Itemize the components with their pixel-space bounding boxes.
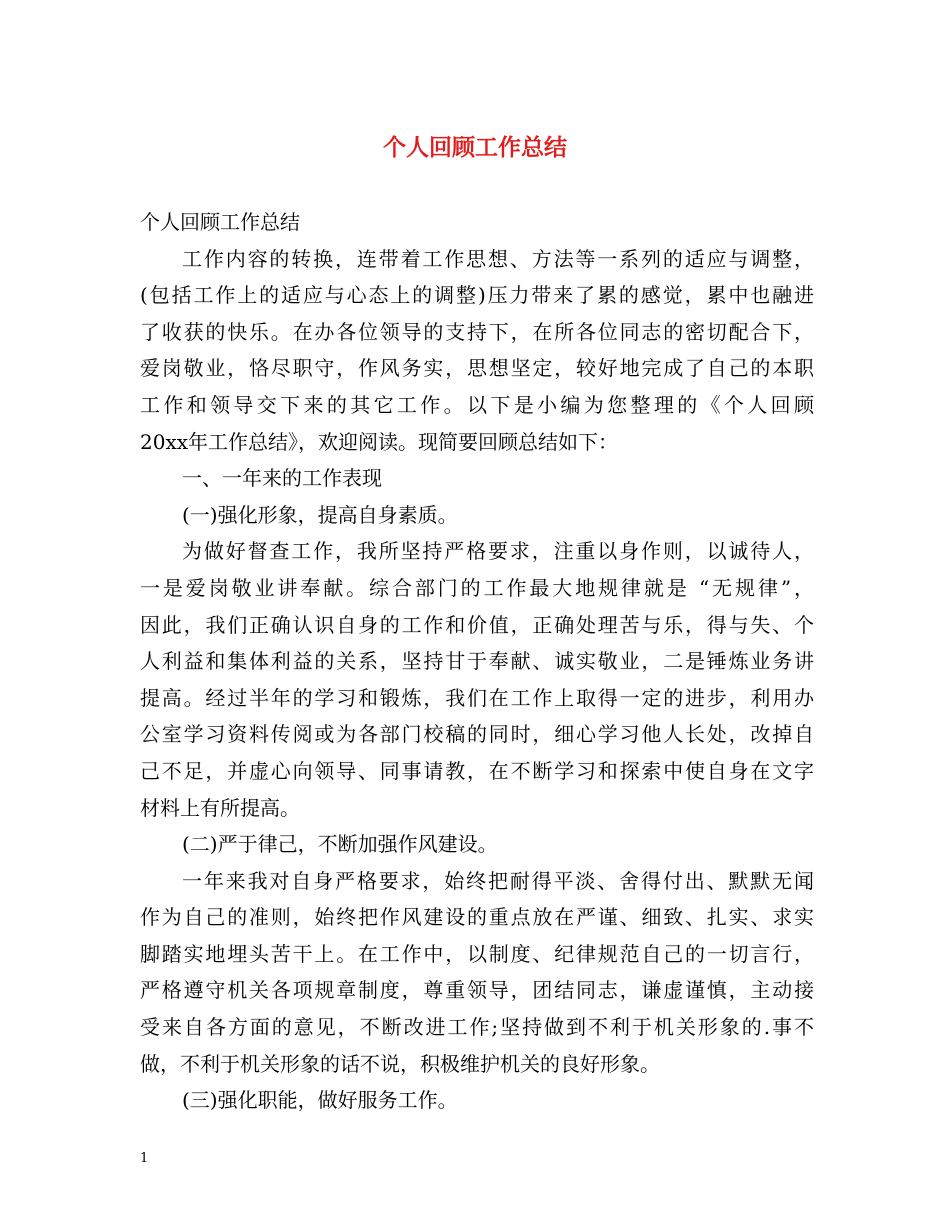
paragraph-line: 做，不利于机关形象的话不说，积极维护机关的良好形象。 <box>140 1051 660 1076</box>
document-title: 个人回顾工作总结 <box>383 134 567 161</box>
paragraph-line: 公室学习资料传阅或为各部门校稿的同时，细心学习他人长处，改掉自 <box>140 722 814 747</box>
paragraph-line: 为做好督查工作，我所坚持严格要求，注重以身作则，以诚待人， <box>182 539 814 564</box>
subsection-heading: (二)严于律己，不断加强作风建设。 <box>182 832 498 857</box>
subsection-heading: (一)强化形象，提高自身素质。 <box>182 502 458 527</box>
paragraph-line: 一是爱岗敬业讲奉献。综合部门的工作最大地规律就是 “无规律”， <box>140 575 814 600</box>
page-number: 1 <box>140 1151 149 1166</box>
paragraph-line: 人利益和集体利益的关系，坚持甘于奉献、诚实敬业，二是锤炼业务讲 <box>140 649 814 674</box>
paragraph-line: 受来自各方面的意见，不断改进工作;坚持做到不利于机关形象的.事不 <box>140 1015 814 1040</box>
paragraph-line: 严格遵守机关各项规章制度，尊重领导，团结同志，谦虚谨慎，主动接 <box>140 978 814 1003</box>
document-body <box>140 204 814 1119</box>
paragraph-line: 工作内容的转换，连带着工作思想、方法等一系列的适应与调整， <box>182 246 814 271</box>
paragraph-line: 因此，我们正确认识自身的工作和价值，正确处理苦与乐，得与失、个 <box>140 612 814 637</box>
paragraph-line: 提高。经过半年的学习和锻炼，我们在工作上取得一定的进步，利用办 <box>140 685 814 710</box>
subtitle-line: 个人回顾工作总结 <box>140 210 300 234</box>
paragraph-line: 材料上有所提高。 <box>140 795 300 820</box>
paragraph-line: 脚踏实地埋头苦干上。在工作中，以制度、纪律规范自己的一切言行， <box>140 941 814 966</box>
subsection-heading: (三)强化职能，做好服务工作。 <box>182 1088 458 1113</box>
section-heading: 一、一年来的工作表现 <box>182 466 382 491</box>
paragraph-line: 20xx年工作总结》，欢迎阅读。现简要回顾总结如下： <box>140 429 619 454</box>
paragraph-line: 爱岗敬业，恪尽职守，作风务实，思想坚定，较好地完成了自己的本职 <box>140 356 814 381</box>
paragraph-line: 工作和领导交下来的其它工作。以下是小编为您整理的《个人回顾 <box>140 392 814 417</box>
paragraph-line: (包括工作上的适应与心态上的调整)压力带来了累的感觉，累中也融进 <box>140 283 814 308</box>
paragraph-line: 作为自己的准则，始终把作风建设的重点放在严谨、细致、扎实、求实 <box>140 905 814 930</box>
paragraph-line: 了收获的快乐。在办各位领导的支持下，在所各位同志的密切配合下， <box>140 319 814 344</box>
paragraph-line: 一年来我对自身严格要求，始终把耐得平淡、舍得付出、默默无闻 <box>182 868 814 893</box>
paragraph-line: 己不足，并虚心向领导、同事请教，在不断学习和探索中使自身在文字 <box>140 758 814 783</box>
